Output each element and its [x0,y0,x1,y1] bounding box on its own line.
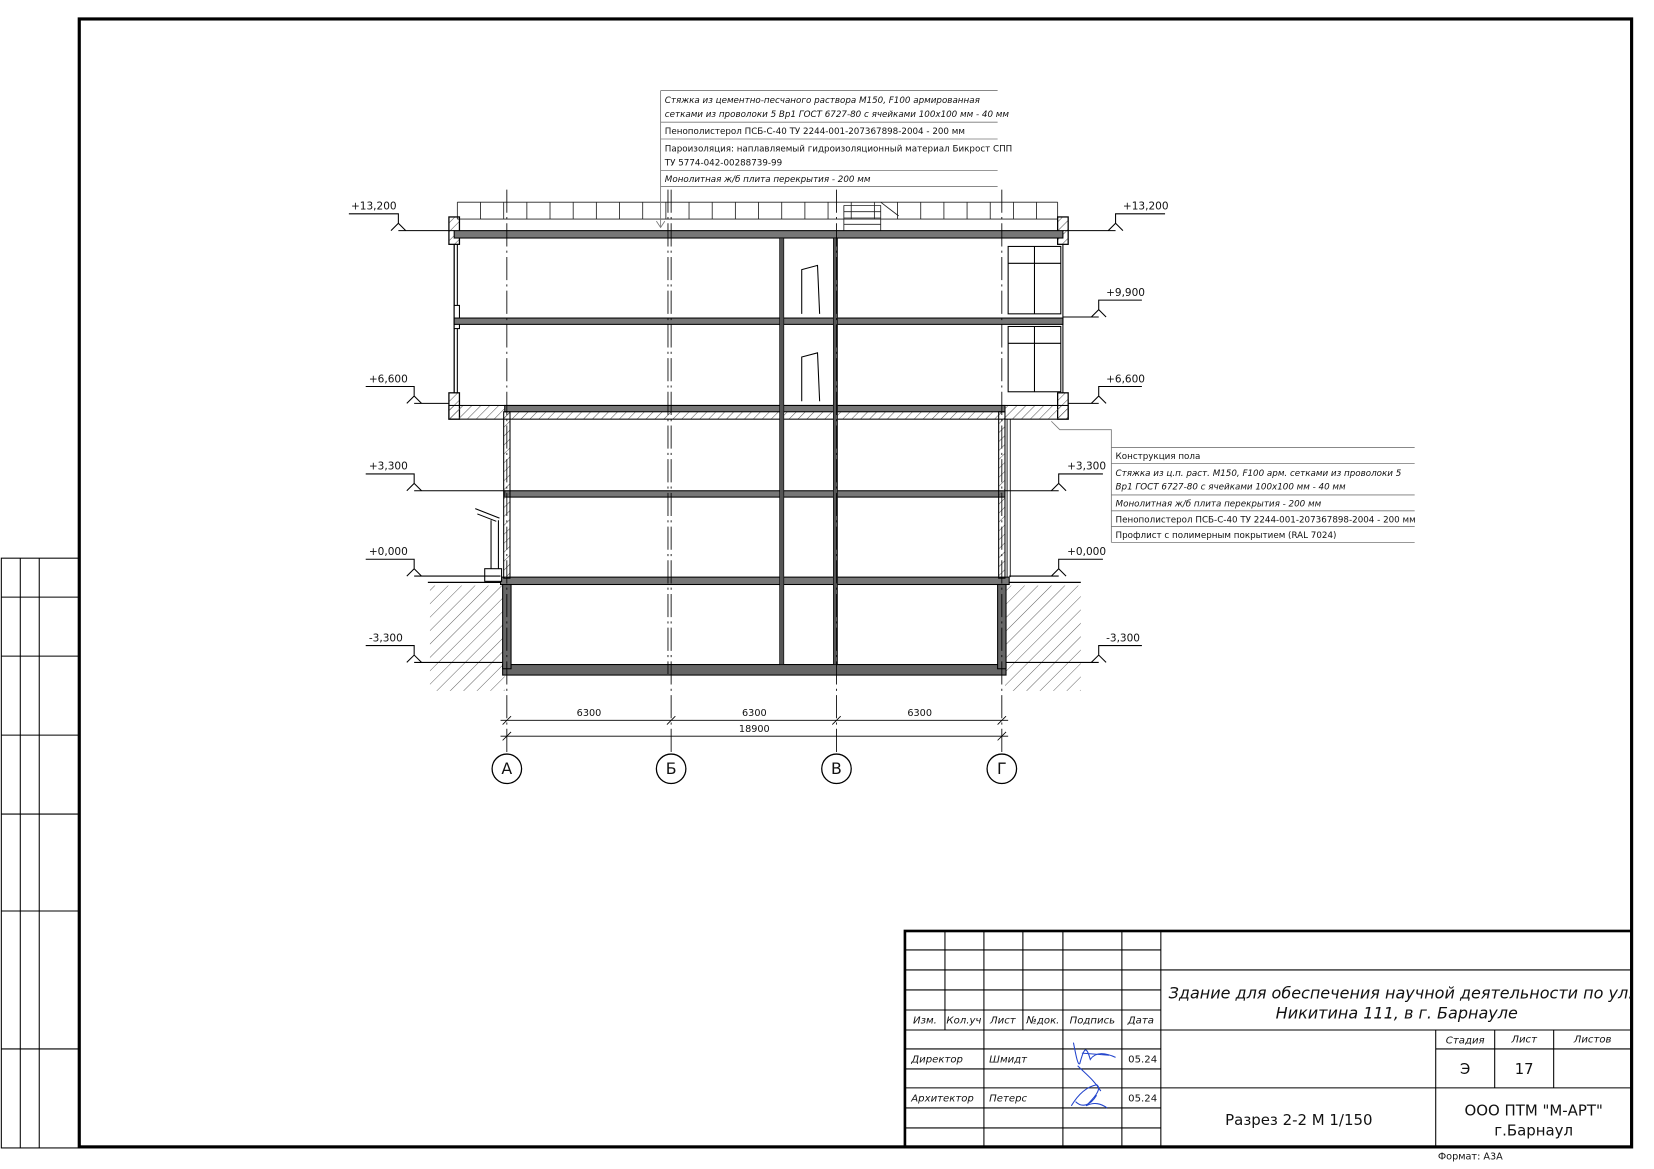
project-title-line-2: Никитина 111, в г. Барнауле [1275,1003,1518,1023]
tb-role-2: Архитектор [911,1093,974,1105]
ground-left [430,586,505,691]
axis-label-g: Г [997,759,1007,779]
roof-hatch [844,202,899,230]
tb-header-izm: Изм. [913,1015,937,1027]
level-right-0: +0,000 [1067,546,1107,559]
drawing-name: Разрез 2-2 М 1/150 [1225,1110,1373,1129]
slab-ground [501,577,1010,584]
tb-header-doc: №док. [1026,1015,1060,1027]
level-left-0: +0,000 [368,546,408,559]
level-left-13200: +13,200 [350,200,397,213]
company-line-1: ООО ПТМ "М-АРТ" [1464,1101,1603,1120]
tb-header-date: Дата [1127,1015,1154,1027]
signature-director [1073,1043,1115,1091]
floor-note-1: Конструкция пола [1115,452,1201,463]
tb-header-kol: Кол.уч [946,1015,982,1027]
tb-date-2: 05.24 [1128,1093,1158,1105]
floor-note-4: Монолитная ж/б плита перекрытия - 200 мм [1115,499,1322,510]
core-wall-left [780,238,784,665]
axis-label-b: Б [665,759,677,779]
stage-label: Стадия [1445,1035,1485,1047]
floor-note-6: Профлист с полимерным покрытием (RAL 7024) [1115,531,1337,542]
roof-note-2: сетками из проволоки 5 Вр1 ГОСТ 6727-80 с ячейками 100х100 мм - 40 мм [664,109,1009,120]
company-line-2: г.Барнаул [1494,1121,1574,1140]
level-left-m3300: -3,300 [368,632,403,645]
floor-note-2: Стяжка из ц.п. раст. М150, F100 арм. сетками из проволоки 5 [1115,469,1402,480]
core-wall-right [833,238,837,665]
level-right-9900: +9,900 [1106,286,1146,299]
axis-label-a: А [501,759,513,779]
roof-note-4: Пароизоляция: наплавляемый гидроизоляционный материал Бикрост СПП [664,144,1013,155]
roof-railing [457,202,1057,219]
tb-name-2: Петерс [989,1093,1028,1105]
level-right-13200: +13,200 [1122,200,1169,213]
slab-roof [454,231,1063,238]
core-doors [802,265,820,401]
dim-span-bv: 6300 [742,708,767,720]
level-right-m3300: -3,300 [1106,632,1140,645]
tb-header-sign: Подпись [1069,1015,1116,1027]
level-right-3300: +3,300 [1067,460,1107,473]
level-left-3300: +3,300 [368,460,408,473]
dim-span-vg: 6300 [907,708,932,720]
axis-label-v: В [831,759,842,779]
section-drawing [349,91,1416,784]
project-title-line-1: Здание для обеспечения научной деятельности по ул. [1168,983,1634,1003]
binding-strip [1,558,79,1148]
tb-role-1: Директор [911,1054,963,1066]
sheets-label: Листов [1573,1034,1612,1046]
tb-name-1: Шмидт [989,1054,1028,1066]
ground-right [1005,586,1081,691]
slab-level-1 [505,491,1005,497]
roof-note-6: Монолитная ж/б плита перекрытия - 200 мм [664,175,871,186]
sheet-label: Лист [1511,1034,1537,1046]
floor-note-3: Вр1 ГОСТ 6727-80 с ячейками 100х100 мм - 40 мм [1115,482,1346,493]
stage-value: Э [1460,1061,1471,1079]
roof-note-5: ТУ 5774-042-00288739-99 [664,158,783,169]
tb-date-1: 05.24 [1128,1054,1158,1066]
slab-level-2-top [505,405,1005,411]
roof-note-1: Стяжка из цементно-песчаного раствора М150, F100 армированная [664,96,980,107]
roof-note-3: Пенополистерол ПСБ-С-40 ТУ 2244-001-207367898-2004 - 200 мм [664,126,965,137]
slab-basement [503,665,1006,676]
format-label: Формат: А3А [1437,1151,1503,1163]
entrance-canopy [475,509,501,582]
floor-note-5: Пенополистерол ПСБ-С-40 ТУ 2244-001-207367898-2004 - 200 мм [1115,515,1416,526]
slab-level-3 [454,318,1063,324]
dim-total: 18900 [738,723,770,735]
title-block [905,931,1633,1147]
level-left-6600: +6,600 [368,373,408,386]
tb-header-list: Лист [990,1015,1016,1027]
level-right-6600: +6,600 [1106,373,1146,386]
sheet-value: 17 [1514,1061,1534,1079]
axis-bubbles [492,754,1016,783]
dim-span-ab: 6300 [576,708,602,720]
